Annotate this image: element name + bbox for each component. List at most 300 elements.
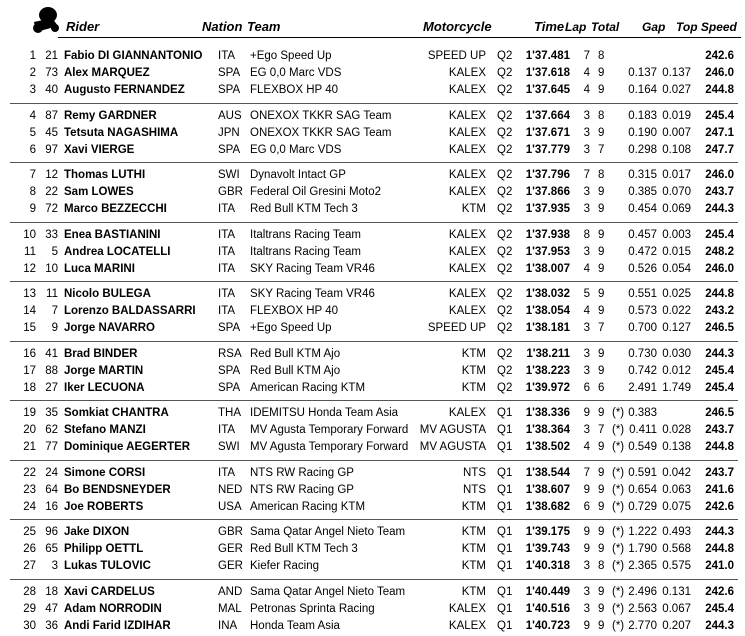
lap-number: 3 [583, 143, 590, 156]
table-row [0, 601, 745, 618]
lap-time: 1'38.007 [525, 262, 570, 275]
gap-to-previous: 0.012 [662, 364, 691, 377]
header-nation: Nation [202, 19, 243, 34]
table-row [0, 541, 745, 558]
group-divider [10, 162, 738, 163]
motorcycle: KALEX [448, 228, 486, 241]
header-gap: Gap [642, 20, 666, 34]
position: 20 [23, 424, 36, 437]
table-row [0, 320, 745, 337]
gap-to-leader: 0.457 [628, 228, 657, 241]
gap-to-leader: 0.742 [628, 364, 657, 377]
table-row [0, 405, 745, 422]
total-laps: 8 [598, 560, 605, 573]
lap-time: 1'38.544 [525, 466, 570, 479]
lap-time: 1'37.618 [525, 67, 570, 80]
gap-to-leader: 0.183 [628, 109, 657, 122]
team-name: Honda Team Asia [250, 619, 340, 632]
position: 3 [29, 84, 36, 97]
nation: INA [218, 619, 238, 632]
lap-time: 1'37.796 [525, 169, 570, 181]
position: 14 [23, 305, 36, 318]
group-divider [10, 400, 738, 401]
lap-number: 3 [583, 245, 590, 258]
gap-to-leader: 0.137 [628, 67, 657, 80]
top-speed: 245.4 [705, 602, 734, 615]
lap-number: 8 [583, 228, 590, 241]
team-name: Italtrans Racing Team [250, 245, 362, 258]
nation: JPN [218, 126, 240, 139]
qualifying-session: Q1 [497, 585, 513, 598]
table-row [0, 558, 745, 575]
rider-name: Andrea LOCATELLI [64, 245, 171, 258]
top-speed: 245.4 [705, 228, 734, 241]
lap-time: 1'38.223 [525, 364, 570, 377]
qualifying-session: Q2 [497, 186, 513, 199]
top-speed: 248.2 [705, 245, 734, 258]
rider-name: Nicolo BULEGA [64, 288, 151, 300]
lap-time: 1'39.972 [525, 381, 570, 394]
nation: RSA [218, 347, 242, 360]
total-laps: 9 [598, 585, 605, 598]
rider-name: Remy GARDNER [64, 109, 157, 122]
team-name: Red Bull KTM Ajo [250, 347, 341, 360]
gap-to-leader: 0.454 [628, 203, 657, 216]
rider-name: Dominique AEGERTER [64, 441, 191, 454]
top-speed: 246.0 [705, 262, 734, 275]
position: 29 [23, 602, 36, 615]
team-name: FLEXBOX HP 40 [250, 84, 338, 97]
lap-time: 1'37.935 [525, 203, 570, 216]
nation: NED [218, 483, 243, 496]
rider-name: Tetsuta NAGASHIMA [64, 126, 179, 139]
total-laps: 9 [598, 500, 605, 513]
lap-number: 3 [583, 322, 590, 335]
nation: GBR [218, 186, 243, 199]
lap-number: 3 [583, 203, 590, 216]
motorcycle: KALEX [448, 84, 486, 97]
table-row [0, 201, 745, 218]
gap-to-leader: 1.222 [628, 526, 657, 538]
table-row [0, 48, 745, 65]
team-name: SKY Racing Team VR46 [250, 262, 375, 275]
rider-name: Alex MARQUEZ [64, 67, 150, 80]
rider-name: Simone CORSI [64, 466, 146, 479]
total-laps: 8 [598, 169, 605, 181]
qualifying-session: Q2 [497, 50, 513, 62]
team-name: Red Bull KTM Ajo [250, 364, 341, 377]
lap-time: 1'37.671 [525, 126, 570, 139]
table-row [0, 167, 745, 184]
motorcycle: KALEX [448, 186, 486, 199]
lap-time: 1'40.449 [525, 585, 570, 598]
lap-time: 1'39.743 [525, 543, 570, 556]
note-marker: (*) [612, 483, 625, 496]
nation: SPA [218, 67, 241, 80]
nation: ITA [218, 203, 236, 216]
header-team: Team [247, 19, 281, 34]
motorcycle: KALEX [448, 288, 486, 300]
top-speed: 244.8 [705, 441, 734, 454]
table-row [0, 380, 745, 397]
rider-number: 73 [45, 67, 58, 80]
table-row [0, 142, 745, 159]
position: 13 [23, 288, 36, 300]
table-row [0, 346, 745, 363]
lap-number: 7 [583, 50, 590, 62]
gap-to-leader: 2.770 [628, 619, 657, 632]
rider-name: Somkiat CHANTRA [64, 407, 169, 419]
team-name: ONEXOX TKKR SAG Team [250, 109, 392, 122]
total-laps: 7 [598, 322, 605, 335]
lap-number: 9 [583, 526, 590, 538]
top-speed: 244.3 [705, 619, 734, 632]
top-speed: 241.0 [705, 560, 734, 573]
table-row [0, 227, 745, 244]
gap-to-previous: 0.042 [662, 466, 691, 479]
gap-to-leader: 0.729 [628, 500, 657, 513]
qualifying-session: Q2 [497, 288, 513, 300]
total-laps: 9 [598, 543, 605, 556]
table-row [0, 465, 745, 482]
lap-number: 3 [583, 585, 590, 598]
rider-number: 7 [51, 305, 58, 318]
team-name: ONEXOX TKKR SAG Team [250, 126, 392, 139]
top-speed: 243.2 [705, 305, 734, 318]
team-name: Sama Qatar Angel Nieto Team [250, 585, 406, 598]
top-speed: 245.4 [705, 364, 734, 377]
top-speed: 246.0 [705, 169, 734, 181]
lap-number: 7 [583, 466, 590, 479]
qualifying-session: Q1 [497, 619, 513, 632]
nation: ITA [218, 305, 236, 318]
top-speed: 246.5 [705, 407, 734, 419]
qualifying-session: Q2 [497, 245, 513, 258]
top-speed: 244.3 [705, 526, 734, 538]
note-marker: (*) [612, 585, 625, 598]
rider-number: 10 [45, 262, 58, 275]
motorcycle: KTM [461, 347, 486, 360]
motorcycle: KTM [461, 203, 486, 216]
qualifying-session: Q2 [497, 126, 513, 139]
rider-number: 88 [45, 364, 58, 377]
table-row [0, 184, 745, 201]
group-divider [10, 222, 738, 223]
gap-to-leader: 0.298 [628, 143, 657, 156]
gap-to-leader: 0.385 [628, 186, 657, 199]
motorcycle: KALEX [448, 143, 486, 156]
gap-to-leader: 0.472 [628, 245, 657, 258]
motorcycle: KALEX [448, 602, 486, 615]
gap-to-previous: 0.022 [662, 305, 691, 318]
qualifying-session: Q2 [497, 84, 513, 97]
gap-to-leader: 0.551 [628, 288, 657, 300]
note-marker: (*) [612, 619, 625, 632]
gap-to-leader: 2.496 [628, 585, 657, 598]
nation: GER [218, 560, 243, 573]
nation: MAL [218, 602, 242, 615]
motorcycle: KTM [461, 500, 486, 513]
position: 30 [23, 619, 36, 632]
rider-number: 96 [45, 526, 58, 538]
rider-name: Sam LOWES [64, 186, 134, 199]
rider-number: 5 [51, 245, 58, 258]
position: 15 [23, 322, 36, 335]
position: 21 [23, 441, 36, 454]
group-divider [10, 341, 738, 342]
total-laps: 9 [598, 466, 605, 479]
gap-to-previous: 0.054 [662, 262, 691, 275]
lap-time: 1'37.866 [525, 186, 570, 199]
gap-to-previous: 0.138 [662, 441, 691, 454]
team-name: NTS RW Racing GP [250, 483, 354, 496]
table-row [0, 363, 745, 380]
rider-name: Enea BASTIANINI [64, 228, 161, 241]
gap-to-previous: 0.075 [662, 500, 691, 513]
team-name: Petronas Sprinta Racing [250, 602, 375, 615]
rider-name: Luca MARINI [64, 262, 135, 275]
total-laps: 9 [598, 602, 605, 615]
qualifying-session: Q2 [497, 228, 513, 241]
note-marker: (*) [612, 441, 625, 454]
gap-to-previous: 0.028 [662, 424, 691, 437]
nation: GBR [218, 526, 243, 538]
top-speed: 244.3 [705, 347, 734, 360]
team-name: MV Agusta Temporary Forward [250, 441, 409, 454]
gap-to-previous: 0.030 [662, 347, 691, 360]
qualifying-session: Q1 [497, 602, 513, 615]
qualifying-session: Q2 [497, 262, 513, 275]
table-row [0, 82, 745, 99]
group-divider [10, 281, 738, 282]
rider-number: 45 [45, 126, 58, 139]
group-divider [10, 103, 738, 104]
rider-number: 9 [51, 322, 58, 335]
position: 27 [23, 560, 36, 573]
position: 6 [29, 143, 36, 156]
rider-number: 62 [45, 424, 58, 437]
rider-number: 35 [45, 407, 58, 419]
gap-to-previous: 0.207 [662, 619, 691, 632]
top-speed: 246.5 [705, 322, 734, 335]
gap-to-previous: 0.070 [662, 186, 691, 199]
lap-number: 4 [583, 262, 590, 275]
rider-name: Joe ROBERTS [64, 500, 144, 513]
note-marker: (*) [612, 526, 625, 538]
note-marker: (*) [612, 424, 625, 437]
lap-number: 4 [583, 305, 590, 318]
lap-number: 3 [583, 126, 590, 139]
lap-time: 1'38.032 [525, 288, 570, 300]
gap-to-leader: 0.591 [628, 466, 657, 479]
team-name: Federal Oil Gresini Moto2 [250, 186, 382, 199]
rider-number: 47 [45, 602, 58, 615]
rider-name: Marco BEZZECCHI [64, 203, 167, 216]
position: 4 [29, 109, 36, 122]
top-speed: 247.1 [705, 126, 734, 139]
lap-time: 1'40.723 [525, 619, 570, 632]
rider-name: Bo BENDSNEYDER [64, 483, 171, 496]
gap-to-leader: 2.563 [628, 602, 657, 615]
rider-number: 97 [45, 143, 58, 156]
top-speed: 244.8 [705, 288, 734, 300]
team-name: EG 0,0 Marc VDS [250, 67, 342, 80]
position: 24 [23, 500, 36, 513]
rider-number: 3 [51, 560, 58, 573]
table-row [0, 482, 745, 499]
team-name: Italtrans Racing Team [250, 228, 362, 241]
table-row [0, 244, 745, 261]
team-name: MV Agusta Temporary Forward [250, 424, 409, 437]
gap-to-previous: 0.015 [662, 245, 691, 258]
lap-time: 1'38.181 [525, 322, 570, 335]
total-laps: 9 [598, 364, 605, 377]
rider-number: 64 [45, 483, 58, 496]
group-divider [10, 579, 738, 580]
lap-number: 4 [583, 84, 590, 97]
nation: AND [218, 585, 243, 598]
motorcycle: KALEX [448, 262, 486, 275]
team-name: +Ego Speed Up [250, 50, 332, 62]
rider-number: 11 [46, 288, 58, 300]
gap-to-previous: 0.575 [662, 560, 691, 573]
gap-to-leader: 0.700 [628, 322, 657, 335]
lap-number: 3 [583, 109, 590, 122]
total-laps: 9 [598, 483, 605, 496]
qualifying-session: Q1 [497, 441, 513, 454]
gap-to-leader: 0.383 [628, 407, 657, 419]
top-speed: 245.4 [705, 109, 734, 122]
team-name: Sama Qatar Angel Nieto Team [250, 526, 406, 538]
total-laps: 9 [598, 347, 605, 360]
nation: SWI [218, 441, 240, 454]
rider-name: Andi Farid IZDIHAR [64, 619, 171, 632]
position: 22 [23, 466, 36, 479]
rider-number: 41 [45, 347, 58, 360]
top-speed: 247.7 [705, 143, 734, 156]
position: 5 [29, 126, 36, 139]
header-top-speed: Top Speed [676, 20, 737, 34]
rider-name: Lorenzo BALDASSARRI [64, 305, 196, 318]
nation: AUS [218, 109, 242, 122]
gap-to-previous: 1.749 [662, 381, 691, 394]
gap-to-leader: 2.365 [628, 560, 657, 573]
lap-time: 1'38.502 [525, 441, 570, 454]
motorcycle: MV AGUSTA [419, 441, 486, 454]
total-laps: 8 [598, 50, 605, 62]
table-row [0, 65, 745, 82]
table-row [0, 499, 745, 516]
gap-to-previous: 0.019 [662, 109, 691, 122]
nation: SPA [218, 364, 241, 377]
gap-to-previous: 0.027 [662, 84, 691, 97]
table-row [0, 422, 745, 439]
gap-to-previous: 0.017 [662, 169, 691, 181]
rider-number: 87 [45, 109, 58, 122]
rider-number: 12 [45, 169, 58, 181]
rider-number: 24 [45, 466, 58, 479]
lap-time: 1'37.779 [525, 143, 570, 156]
table-row [0, 524, 745, 541]
lap-time: 1'37.481 [525, 50, 570, 62]
group-divider [10, 460, 738, 461]
rider-name: Lukas TULOVIC [64, 560, 151, 573]
rider-number: 33 [45, 228, 58, 241]
rider-number: 22 [45, 186, 58, 199]
team-name: Kiefer Racing [250, 560, 320, 573]
lap-number: 3 [583, 602, 590, 615]
top-speed: 243.7 [705, 424, 734, 437]
team-name: Red Bull KTM Tech 3 [250, 203, 358, 216]
nation: GER [218, 543, 243, 556]
lap-time: 1'38.054 [525, 305, 570, 318]
header-time: Time [534, 19, 565, 34]
lap-number: 4 [583, 441, 590, 454]
lap-number: 3 [583, 560, 590, 573]
rider-name: Xavi VIERGE [64, 143, 135, 156]
lap-time: 1'38.364 [525, 424, 570, 437]
qualifying-session: Q2 [497, 169, 513, 181]
rider-name: Philipp OETTL [64, 543, 144, 556]
motorcycle: KTM [461, 560, 486, 573]
lap-number: 4 [583, 67, 590, 80]
top-speed: 242.6 [705, 500, 734, 513]
position: 7 [29, 169, 36, 181]
total-laps: 9 [598, 228, 605, 241]
gap-to-leader: 0.526 [628, 262, 657, 275]
gap-to-previous: 0.007 [662, 126, 691, 139]
nation: SPA [218, 84, 241, 97]
nation: ITA [218, 228, 236, 241]
top-speed: 242.6 [705, 50, 734, 62]
motorcycle: SPEED UP [427, 322, 486, 335]
table-row [0, 108, 745, 125]
total-laps: 9 [598, 84, 605, 97]
motorcycle: MV AGUSTA [419, 424, 486, 437]
note-marker: (*) [612, 466, 625, 479]
team-name: Dynavolt Intact GP [250, 169, 346, 181]
lap-time: 1'38.607 [525, 483, 570, 496]
rider-name: Augusto FERNANDEZ [64, 84, 185, 97]
qualifying-session: Q2 [497, 381, 513, 394]
rider-number: 16 [45, 500, 58, 513]
motorcycle: KALEX [448, 245, 486, 258]
gap-to-previous: 0.069 [662, 203, 691, 216]
gap-to-leader: 0.654 [628, 483, 657, 496]
nation: ITA [218, 424, 236, 437]
rider-number: 72 [45, 203, 58, 216]
total-laps: 9 [598, 619, 605, 632]
qualifying-session: Q2 [497, 203, 513, 216]
position: 11 [24, 245, 36, 258]
rider-name: Stefano MANZI [64, 424, 146, 437]
team-name: EG 0,0 Marc VDS [250, 143, 342, 156]
total-laps: 7 [598, 424, 605, 437]
nation: ITA [218, 466, 236, 479]
lap-number: 6 [583, 381, 590, 394]
motorcycle: NTS [463, 483, 486, 496]
motorcycle: NTS [463, 466, 486, 479]
lap-time: 1'37.664 [525, 109, 570, 122]
nation: ITA [218, 50, 236, 62]
qualifying-session: Q1 [497, 543, 513, 556]
total-laps: 9 [598, 203, 605, 216]
position: 16 [23, 347, 36, 360]
gap-to-previous: 0.127 [662, 322, 691, 335]
top-speed: 244.3 [705, 203, 734, 216]
gap-to-previous: 0.063 [662, 483, 691, 496]
qualifying-session: Q1 [497, 424, 513, 437]
